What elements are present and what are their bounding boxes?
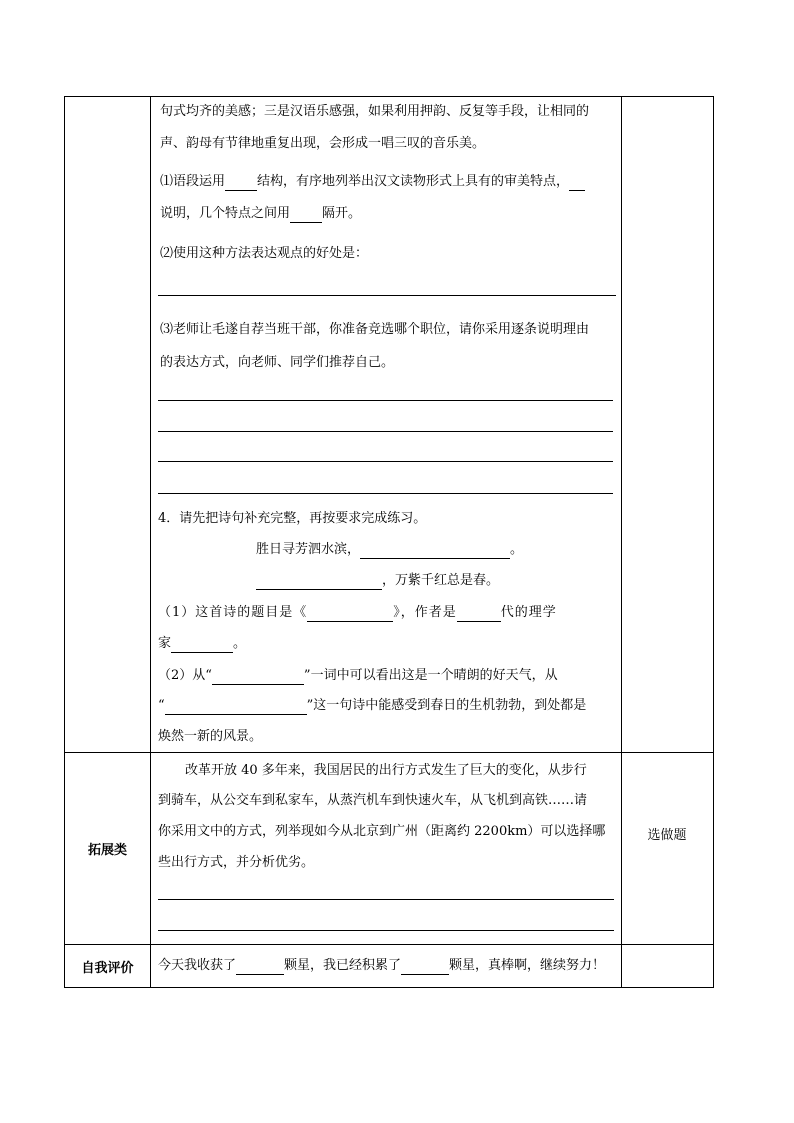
answer-blank[interactable] bbox=[401, 960, 449, 975]
answer-line[interactable] bbox=[158, 295, 616, 296]
answer-blank[interactable] bbox=[290, 208, 322, 223]
answer-blank[interactable] bbox=[212, 670, 304, 685]
intro-line-1: 句式均齐的美感；三是汉语乐感强，如果利用押韵、反复等手段，让相同的 bbox=[160, 104, 590, 119]
column-divider-left bbox=[150, 97, 151, 987]
question-4-1-line-1: （1）这首诗的题目是《 》，作者是 代的理学 bbox=[158, 605, 557, 620]
question-3-line-1: ⑶老师让毛遂自荐当班干部，你准备竞选哪个职位，请你采用逐条说明理由 bbox=[160, 322, 590, 337]
answer-blank[interactable] bbox=[165, 700, 307, 715]
question-3-line-2: 的表达方式，向老师、同学们推荐自己。 bbox=[160, 355, 395, 370]
answer-line[interactable] bbox=[158, 431, 613, 432]
self-evaluation-text: 今天我收获了 颗星，我已经积累了 颗星，真棒啊，继续努力！ bbox=[158, 958, 606, 973]
extension-line-3: 你采用文中的方式，列举现如今从北京到广州（距离约 2200km）可以选择哪 bbox=[158, 824, 606, 839]
poem-line-2: ，万紫千红总是春。 bbox=[256, 572, 499, 590]
worksheet-table bbox=[64, 96, 714, 988]
column-divider-right bbox=[621, 97, 622, 987]
answer-line[interactable] bbox=[158, 899, 614, 900]
answer-blank[interactable] bbox=[256, 575, 382, 590]
question-4-title: 4．请先把诗句补充完整，再按要求完成练习。 bbox=[158, 511, 427, 526]
question-4-2-line-1: （2）从“ ”一词中可以看出这是一个晴朗的好天气，从 bbox=[158, 668, 558, 683]
answer-line[interactable] bbox=[158, 461, 613, 462]
question-1-line-2: 说明，几个特点之间用 隔开。 bbox=[160, 206, 362, 221]
answer-blank[interactable] bbox=[307, 607, 393, 622]
answer-line[interactable] bbox=[158, 930, 614, 931]
question-4-2-line-3: 焕然一新的风景。 bbox=[158, 729, 263, 744]
answer-blank[interactable] bbox=[457, 607, 501, 622]
intro-line-2: 声、韵母有节律地重复出现，会形成一唱三叹的音乐美。 bbox=[160, 136, 486, 151]
question-4-2-line-2: “ ”这一句诗中能感受到春日的生机勃勃，到处都是 bbox=[158, 698, 587, 713]
optional-note: 选做题 bbox=[647, 828, 687, 843]
question-2: ⑵使用这种方法表达观点的好处是： bbox=[160, 246, 369, 261]
answer-line[interactable] bbox=[158, 400, 613, 401]
row-divider-2 bbox=[65, 944, 713, 945]
extension-line-2: 到骑车，从公交车到私家车，从蒸汽机车到快速火车，从飞机到高铁……请 bbox=[158, 793, 588, 808]
question-1-line-1: ⑴语段运用 结构，有序地列举出汉文读物形式上具有的审美特点， bbox=[160, 173, 585, 191]
answer-blank[interactable] bbox=[236, 960, 284, 975]
answer-blank[interactable] bbox=[225, 176, 257, 191]
answer-blank[interactable] bbox=[360, 544, 510, 559]
poem-line-1: 胜日寻芳泗水滨， 。 bbox=[256, 542, 524, 557]
answer-blank[interactable] bbox=[171, 638, 233, 653]
answer-blank[interactable] bbox=[569, 176, 585, 191]
row-divider-1 bbox=[65, 752, 713, 753]
answer-line[interactable] bbox=[158, 493, 613, 494]
question-4-1-line-2: 家 。 bbox=[158, 636, 247, 651]
extension-label: 拓展类 bbox=[87, 843, 127, 858]
extension-line-1: 改革开放 40 多年来，我国居民的出行方式发生了巨大的变化，从步行 bbox=[185, 763, 587, 778]
extension-line-4: 些出行方式，并分析优劣。 bbox=[158, 855, 315, 870]
self-evaluation-label: 自我评价 bbox=[81, 961, 134, 976]
